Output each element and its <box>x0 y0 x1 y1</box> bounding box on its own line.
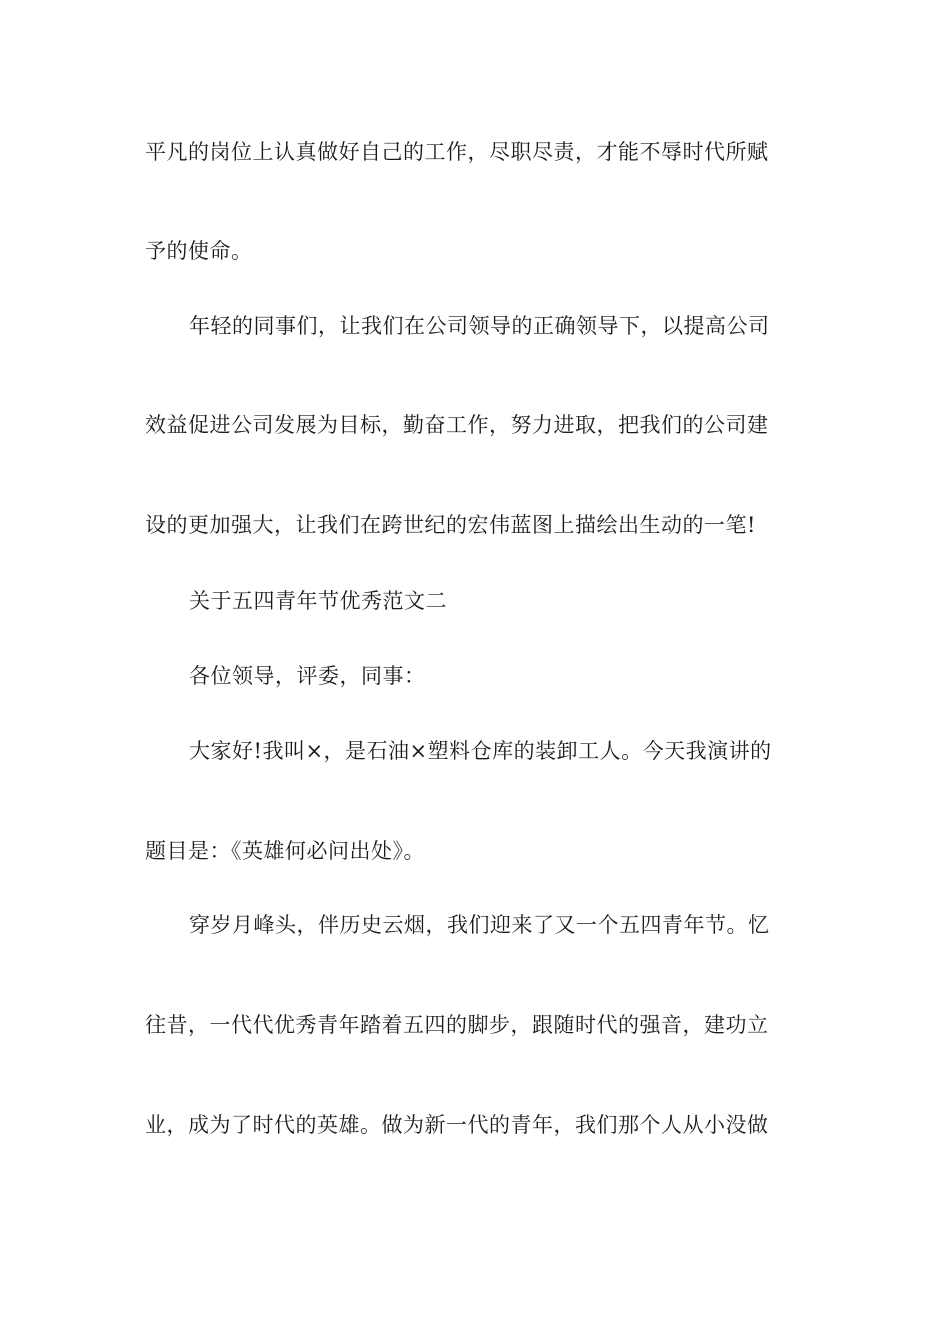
text-line: 业，成为了时代的英雄。做为新一代的青年，我们那个人从小没做 <box>145 1113 769 1137</box>
text-line: 各位领导，评委，同事： <box>189 664 426 688</box>
text-line: 大家好!我叫×，是石油×塑料仓库的装卸工人。今天我演讲的 <box>189 739 772 763</box>
section-heading: 关于五四青年节优秀范文二 <box>189 589 447 613</box>
text-line: 年轻的同事们，让我们在公司领导的正确领导下，以提高公司 <box>189 314 770 338</box>
text-line: 予的使命。 <box>145 239 253 263</box>
text-line: 穿岁月峰头，伴历史云烟，我们迎来了又一个五四青年节。忆 <box>189 913 770 937</box>
text-line: 效益促进公司发展为目标，勤奋工作，努力进取，把我们的公司建 <box>145 413 769 437</box>
text-line: 设的更加强大，让我们在跨世纪的宏伟蓝图上描绘出生动的一笔! <box>145 513 756 537</box>
text-line: 往昔，一代代优秀青年踏着五四的脚步，跟随时代的强音，建功立 <box>145 1013 769 1037</box>
text-line: 题目是：《英雄何必问出处》。 <box>145 839 425 863</box>
text-line: 平凡的岗位上认真做好自己的工作，尽职尽责，才能不辱时代所赋 <box>145 140 769 164</box>
